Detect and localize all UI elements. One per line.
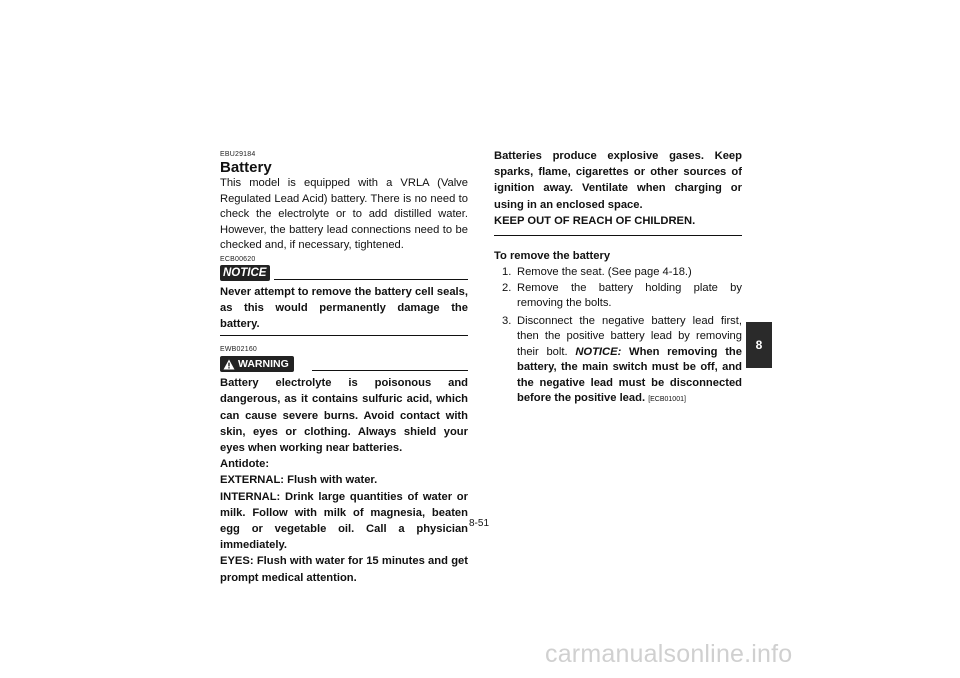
warning-triangle-icon bbox=[223, 359, 235, 370]
left-column bbox=[220, 150, 468, 586]
inline-notice-code: [ECB01001] bbox=[648, 396, 686, 404]
right-column bbox=[494, 148, 742, 408]
remove-steps-list bbox=[494, 265, 742, 408]
step-1 bbox=[494, 265, 742, 281]
warning-header bbox=[220, 356, 468, 372]
keep-out-text: KEEP OUT OF REACH OF CHILDREN. bbox=[494, 214, 696, 227]
antidote-eyes: EYES: Flush with water for 15 minutes and get prompt medical attention. bbox=[220, 555, 468, 584]
step-text: Remove the battery holding plate by removing the bolts. bbox=[517, 281, 742, 310]
page-number: 8-51 bbox=[469, 518, 490, 529]
warning-code: EWB02160 bbox=[220, 346, 258, 354]
notice-header bbox=[220, 265, 468, 281]
antidote-external: EXTERNAL: Flush with water. bbox=[220, 474, 378, 487]
notice-code: ECB00620 bbox=[220, 255, 256, 263]
antidote-internal: INTERNAL: Drink large quantities of water or milk. Follow with milk of magnesia, beaten egg or vegetable oil. Call a physician immediately. bbox=[220, 490, 468, 552]
inline-notice-text: When removing the battery, the main switch must be off, and the negative lead must be disconnected before the positive lead. bbox=[517, 345, 742, 405]
battery-section-code: EBU29184 bbox=[220, 151, 256, 158]
step-text-container bbox=[517, 314, 742, 408]
notice-text: Never attempt to remove the battery cell seals, as this would permanently damage the battery. bbox=[220, 285, 468, 330]
warning-badge bbox=[220, 356, 294, 372]
warning-header-rule bbox=[312, 370, 468, 371]
step-number: 1. bbox=[502, 266, 512, 279]
step-text: Disconnect the negative battery lead first, then the positive battery lead by removing their bolt. bbox=[517, 314, 742, 358]
inline-notice-label: NOTICE: bbox=[575, 345, 622, 358]
warning-continued-text: Batteries produce explosive gases. Keep sparks, flame, cigarettes or other sources of ignition away. Ventilate when charging or using in an enclosed space. bbox=[494, 150, 742, 211]
warning-text: Battery electrolyte is poisonous and dangerous, as it contains sulfuric acid, which can cause severe burns. Avoid contact with skin, eyes or clothing. Always shield your eyes when working near batteries. bbox=[220, 377, 468, 454]
step-text: Remove the seat. (See page 4-18.) bbox=[517, 266, 692, 279]
remove-battery-heading: To remove the battery bbox=[494, 250, 611, 263]
antidote-heading: Antidote: bbox=[220, 458, 270, 471]
battery-intro-text: This model is equipped with a VRLA (Valve Regulated Lead Acid) battery. There is no need to check the electrolyte or to add distilled water. However, the battery lead connections need to be checked and, if necessary, tightened. bbox=[220, 177, 468, 251]
warning-bottom-rule bbox=[494, 235, 742, 236]
battery-heading: Battery bbox=[220, 159, 272, 176]
notice-header-rule bbox=[274, 279, 468, 280]
notice-bottom-rule bbox=[220, 335, 468, 336]
step-3 bbox=[494, 314, 742, 408]
notice-label: NOTICE bbox=[220, 265, 270, 281]
step-2 bbox=[494, 281, 742, 312]
step-number: 2. bbox=[502, 281, 512, 294]
step-number: 3. bbox=[502, 314, 512, 327]
section-tab: 8 bbox=[746, 322, 772, 368]
watermark: carmanualsonline.info bbox=[545, 640, 793, 668]
warning-label: WARNING bbox=[238, 358, 289, 371]
